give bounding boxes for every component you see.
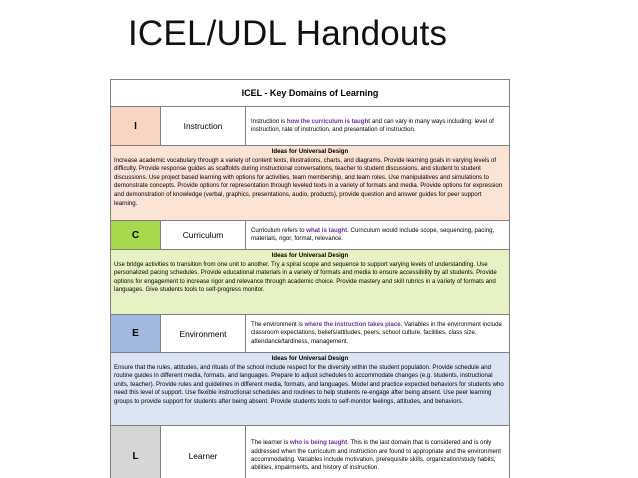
domain-description [246, 315, 509, 352]
domain-letter: I [111, 107, 161, 145]
ideas-text: Increase academic vocabulary through a variety of content texts, illustrations, charts, and diagrams. Provide learning goals in varying levels of difficulty. Provide response guides as scaffolds during instructional conversations, teacher to student discussions, and student to student discussions. Use project based learning with options for activities, team membership, and team roles. Use manipulatives and simulations to demonstrate concepts. Provide options for representation through leveled texts in a variety of formats and media. Provide options for expression and demonstration of knowledge (verbal, graphics, presentations, audio, products), provide question and answer guides for peer support learning. [114, 156, 503, 207]
ideas-block-curriculum [111, 250, 509, 315]
domain-row-learner [111, 426, 509, 478]
table-heading: ICEL - Key Domains of Learning [111, 80, 509, 107]
domain-name: Instruction [161, 107, 246, 145]
desc-highlight: how the curriculum is taught [286, 117, 371, 125]
desc-text: Curriculum refers to [251, 226, 307, 234]
domain-letter: C [111, 221, 161, 249]
ideas-title: Ideas for Universal Design [271, 148, 349, 155]
ideas-title: Ideas for Universal Design [271, 252, 349, 259]
desc-text: The environment is [251, 320, 305, 328]
domain-description [246, 426, 509, 478]
desc-text: Instruction is [251, 117, 287, 125]
domain-description [246, 221, 509, 249]
domain-row-curriculum [111, 221, 509, 250]
desc-highlight: where the instruction takes place [304, 320, 401, 328]
ideas-text: Ensure that the rules, attitudes, and rituals of the school include respect for the diversity within the student population. Provide schedule and routine guides in different media, formats, and languages. Prepare to adjust schedules to accommodate changes (e.g. students, instructional units, teacher). Provide rules and guidelines in different media, formats, and languages. Model and practice expected behaviors for students who need this level of support. Use flexible instructional schedules and routines to help students re-engage after being absent. Use peer learning groups to provide support for students after being absent. Provide students tools to self-monitor feelings, attitudes, and behaviors. [114, 363, 504, 405]
icel-handout-table [110, 79, 510, 478]
desc-text: The learner is [251, 439, 290, 447]
domain-letter: E [111, 315, 161, 352]
desc-text: . Variables in the environment include classroom expectations, beliefs/attitudes, peers, school culture, facilities, class size, attendance/tardiness, management. [251, 320, 502, 345]
ideas-title: Ideas for Universal Design [271, 355, 349, 362]
desc-highlight: what is taught [306, 226, 348, 234]
domain-letter: L [111, 426, 161, 478]
ideas-text: Use bridge activities to transition from one unit to another. Try a spiral scope and sequence to support varying levels of understanding. Use personalized pacing schedules. Provide educational materials in a variety of formats and media to ensure accessibility by all students. Provide options for engagement to increase rigor and relevance through academic choice. Provide mastery and skill rubrics in a variety of formats and languages. Give students tools to self-progress monitor. [114, 260, 497, 294]
slide-title: ICEL/UDL Handouts [128, 14, 448, 53]
desc-highlight: who is being taught [289, 439, 348, 447]
domain-name: Curriculum [161, 221, 246, 249]
desc-text: and can vary in many ways including: level of instruction, rate of instruction, and presentation of instruction. [251, 117, 494, 133]
domain-row-environment [111, 315, 509, 353]
domain-name: Environment [161, 315, 246, 352]
desc-text: . Curriculum would include scope, sequencing, pacing, materials, rigor, format, relevance. [251, 226, 495, 242]
domain-name: Learner [161, 426, 246, 478]
ideas-block-instruction [111, 146, 509, 221]
domain-row-instruction [111, 107, 509, 146]
domain-description [246, 107, 509, 145]
ideas-block-environment [111, 353, 509, 426]
desc-text: . This is the last domain that is considered and is only addressed when the curriculum and instruction are found to appropriate and the environment accommodating. Variables include motivation, prerequisite skills, organization/study habits, abilities, impairments, and history of instruction. [251, 439, 501, 472]
